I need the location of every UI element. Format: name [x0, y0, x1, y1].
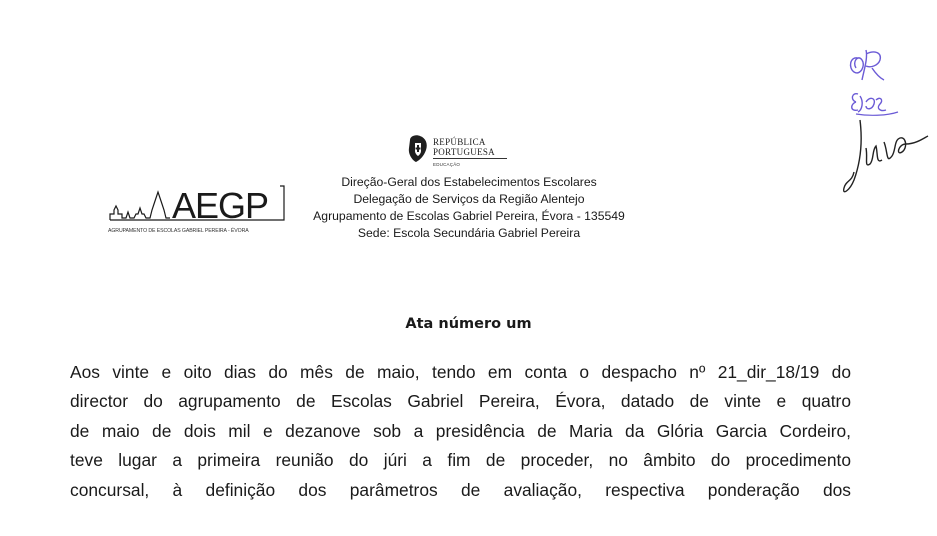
republica-ministry: EDUCAÇÃO [433, 162, 461, 167]
aegp-caption: AGRUPAMENTO DE ESCOLAS GABRIEL PEREIRA - ÉVORA [108, 228, 249, 234]
republica-portuguesa-emblem [406, 134, 516, 174]
body-line: Aos vinte e oito dias do mês de maio, tendo em conta o despacho nº 21_dir_18/19 do [70, 362, 851, 382]
republica-line1: REPÚBLICA [433, 137, 486, 147]
document-body [70, 358, 851, 505]
institution-line: Delegação de Serviços da Região Alentejo [353, 192, 585, 206]
institution-block [290, 174, 648, 242]
body-line: concursal, à definição dos parâmetros de avaliação, respectiva ponderação dos [70, 479, 851, 500]
signature-drawing [836, 40, 936, 200]
document-title: Ata número um [405, 316, 532, 332]
aegp-wordmark: AEGP [172, 185, 269, 226]
handwritten-signature [836, 40, 936, 200]
institution-line: Direção-Geral dos Estabelecimentos Escolares [341, 175, 597, 189]
body-line: director do agrupamento de Escolas Gabriel Pereira, Évora, datado de vinte e quatro [70, 391, 851, 412]
coat-of-arms-icon [406, 134, 430, 164]
institution-line: Sede: Escola Secundária Gabriel Pereira [357, 226, 581, 240]
republica-line2: PORTUGUESA [433, 147, 495, 157]
aegp-logo [108, 184, 286, 238]
body-line: teve lugar a primeira reunião do júri a fim de proceder, no âmbito do procedimento [70, 450, 851, 471]
republica-divider [433, 158, 507, 159]
institution-line: Agrupamento de Escolas Gabriel Pereira, Évora - 135549 [313, 209, 625, 223]
body-line: de maio de dois mil e dezanove sob a presidência de Maria da Glória Garcia Cordeiro, [70, 420, 851, 441]
